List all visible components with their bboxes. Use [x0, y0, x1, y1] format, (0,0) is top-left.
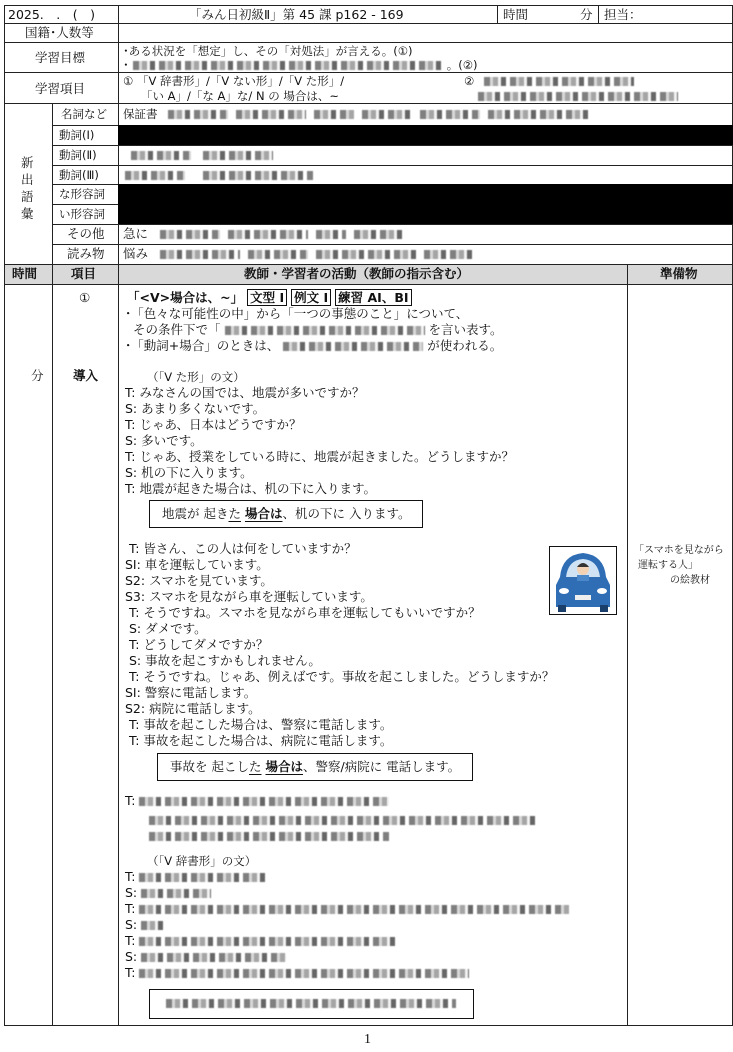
items-label-cell	[4, 72, 119, 104]
items-cell	[118, 72, 733, 104]
pattern-line: 「<V>場合は、~」 文型 I 例文 I 練習 AI、BI	[127, 290, 412, 306]
teacher-label: 担当：	[604, 7, 642, 22]
vocab-section-label: 新出語彙	[21, 155, 34, 221]
time-label: 時間	[503, 7, 529, 22]
plan-time-cell	[4, 284, 53, 1026]
plan-materials-cell	[627, 284, 733, 1026]
materials-line-3: の絵教材	[670, 575, 710, 586]
vocab-verb3	[118, 165, 733, 185]
vocab-label-verb1: 動詞(Ⅰ)	[59, 128, 95, 142]
goal-cell	[118, 42, 733, 73]
minutes-label: 分	[580, 7, 593, 22]
vocab-reading: 悩み	[118, 244, 733, 265]
plan-activity-cell	[118, 284, 628, 1026]
goal-2: ･ 。(②)	[123, 58, 478, 72]
note-3: ･「動詞+場合」のときは、 が使われる。	[125, 338, 503, 353]
goal-1: ･ある状況を「想定」し、その「対処法」が言える。(①)	[123, 44, 413, 58]
plan-header-item: 項目	[71, 266, 97, 281]
vocab-label-verb3: 動詞(Ⅲ)	[59, 168, 99, 182]
vocab-other: 急に	[118, 224, 733, 245]
example-box-2: 事故を 起こした 場合は、警察/病院に 電話します。	[157, 753, 473, 781]
nationality-value	[118, 23, 733, 43]
vocab-adj-redacted	[118, 184, 733, 225]
vocab-label-na-adj: な形容詞	[59, 187, 105, 201]
note-1: ･「色々な可能性の中」から「一つの事態のこと」について、	[125, 306, 469, 321]
teacher-cell	[598, 5, 733, 24]
vocab-verb2	[118, 145, 733, 166]
plan-header-time: 時間	[12, 266, 38, 281]
vocab-verb1-redacted	[118, 125, 733, 146]
vocab-nouns: 保証書	[118, 103, 733, 126]
page-number: 1	[364, 1032, 371, 1047]
nationality-label: 国籍･人数等	[25, 25, 94, 40]
vocab-label-other: その他	[67, 226, 105, 241]
sub-heading-jisho: （「V 辞書形」の文）	[147, 854, 257, 868]
car-driver-illustration	[549, 546, 617, 615]
nationality-label-cell	[4, 23, 119, 43]
items-2: ②	[464, 73, 638, 89]
vocab-label-verb2: 動詞(Ⅱ)	[59, 148, 97, 162]
goal-label: 学習目標	[35, 50, 86, 65]
items-label: 学習項目	[35, 81, 86, 96]
note-2: その条件下で「 を言い表す。	[133, 322, 503, 337]
step-number: ①	[79, 290, 91, 305]
goal-label-cell	[4, 42, 119, 73]
plan-header-activity: 教師・学習者の活動（教師の指示含む）	[244, 266, 470, 281]
vocab-label-reading: 読み物	[67, 246, 105, 261]
lesson-title: 「みん日初級Ⅱ」第 45 課 p162 - 169	[189, 7, 404, 22]
example-box-3	[149, 989, 474, 1019]
car-icon	[550, 547, 616, 614]
dialog-1: T: みなさんの国では、地震が多いですか？ S: あまり多くないです。 T: じゃあ、日本はどうですか？ S: 多いです。 T: じゃあ、授業をしている時に、地震が起きました。どうしますか？ S: 机の下に入ります。 T: 地震が起きた場合は、机の下に入ります。	[125, 385, 514, 496]
sub-heading-ta: （「V た形」の文）	[147, 370, 245, 384]
title-cell	[118, 5, 498, 24]
vocab-label-nouns: 名詞など	[61, 107, 107, 121]
materials-line-1: 「スマホを見ながら	[634, 545, 724, 556]
example-box-1: 地震が 起きた 場合は、机の下に 入ります。	[149, 500, 423, 528]
date-cell	[4, 5, 119, 24]
items-1b: 「い A」/「な A」な/ N の 場合は、~	[141, 89, 339, 103]
dialog-4: T: S: T: S: T: S: T:	[125, 869, 573, 981]
step-item: 導入	[73, 368, 99, 383]
items-1a: ① 「V 辞書形」/「V ない形」/「V た形」/	[123, 74, 345, 88]
vocab-section-cell	[4, 103, 53, 265]
plan-item-cell	[52, 284, 119, 1026]
materials-line-2: 運転する人」	[638, 560, 698, 571]
date: 2025. . ( )	[8, 7, 96, 22]
dialog-3-line: T:	[125, 793, 393, 809]
vocab-label-i-adj: い形容詞	[59, 207, 105, 221]
time-cell	[497, 5, 599, 24]
plan-time: 分	[31, 368, 44, 383]
dialog-2: T: 皆さん、この人は何をしていますか？ SI: 車を運転しています。 S2: スマホを見ています。 S3: スマホを見ながら車を運転しています。 T: そうですね。スマホを見ながら車を運転してもいいですか？ S: ダメです。 T: どうしてダメですか？ S: 事故を起こすかもしれません。 T: そうですね。じゃあ、例えばです。事故を起こしました。どうしますか？ SI: 警察に電話します。 S2: 病院に電話します。 T: 事故を起こした場合は、警察に電話します。 T: 事故を起こした場合は、病院に電話します。	[125, 541, 555, 748]
plan-header-materials: 準備物	[660, 266, 698, 281]
